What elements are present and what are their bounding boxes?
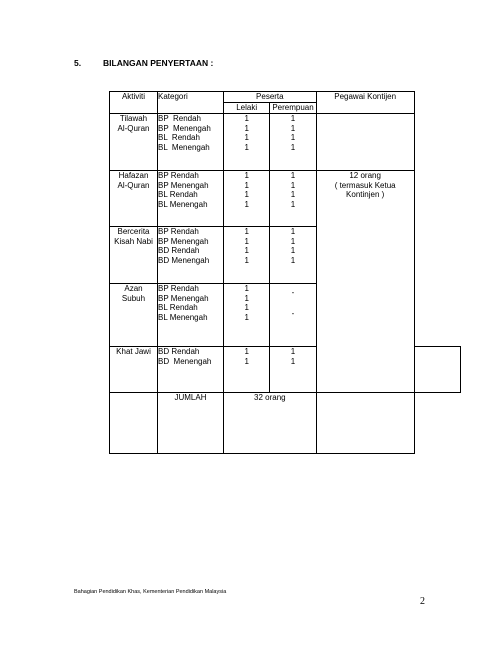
kategori-line: BP Rendah (158, 114, 201, 123)
header-kategori: Kategori (158, 92, 224, 114)
perempuan-count: 1 (290, 236, 296, 246)
aktiviti-line: Al-Quran (117, 181, 150, 190)
pegawai-note-line: 12 orang (349, 171, 381, 180)
section-title: BILANGAN PENYERTAAN : (103, 58, 214, 68)
kategori-cell (158, 284, 224, 347)
aktiviti-cell (110, 171, 158, 227)
participation-table (109, 91, 461, 454)
total-label: JUMLAH (158, 393, 224, 454)
lelaki-count: 1 (244, 190, 249, 199)
lelaki-count: 1 (244, 114, 249, 123)
perempuan-cell (270, 114, 316, 171)
kategori-line: BL Rendah (158, 303, 198, 312)
perempuan-count: 1 (290, 123, 296, 133)
total-row (110, 393, 461, 454)
perempuan-cell (270, 284, 316, 347)
aktiviti-line: Tilawah (119, 114, 148, 123)
footer-text: Bahagian Pendidikan Khas, Kementerian Pendidikan Malaysia (74, 589, 227, 595)
lelaki-count: 1 (244, 199, 249, 209)
lelaki-count: 1 (244, 123, 249, 133)
perempuan-count: 1 (290, 255, 296, 265)
perempuan-count: - (291, 288, 295, 297)
aktiviti-line: Subuh (121, 294, 146, 303)
lelaki-count: 1 (244, 236, 249, 246)
kategori-cell (158, 347, 224, 393)
header-perempuan: Perempuan (270, 103, 316, 114)
aktiviti-cell (110, 114, 158, 171)
perempuan-count: - (291, 309, 295, 318)
table-row (110, 114, 461, 171)
lelaki-cell (224, 114, 270, 171)
kategori-line: BD Menengah (158, 356, 212, 366)
kategori-line: BL Menengah (158, 312, 208, 322)
lelaki-count: 1 (244, 133, 249, 142)
aktiviti-line: Kisah Nabi (114, 237, 153, 246)
kategori-line: BL Menengah (158, 199, 208, 209)
lelaki-count: 1 (244, 142, 249, 152)
lelaki-count: 1 (244, 293, 249, 303)
pegawai-cell-empty (316, 114, 414, 171)
lelaki-count: 1 (244, 347, 249, 356)
lelaki-cell (224, 347, 270, 393)
perempuan-cell (270, 347, 316, 393)
perempuan-cell (270, 227, 316, 284)
perempuan-count: 1 (290, 347, 296, 356)
perempuan-count: 1 (290, 171, 296, 180)
aktiviti-line: Khat Jawi (116, 347, 151, 356)
total-value: 32 orang (224, 393, 317, 454)
perempuan-count: 1 (290, 133, 296, 142)
aktiviti-line: Hafazan (118, 171, 149, 180)
perempuan-count: 1 (290, 199, 296, 209)
kategori-line: BL Menengah (158, 142, 210, 152)
lelaki-count: 1 (244, 312, 249, 322)
aktiviti-line: Bercerita (117, 227, 150, 236)
aktiviti-cell (110, 347, 158, 393)
perempuan-count: 1 (290, 180, 296, 190)
kategori-line: BL Rendah (158, 190, 198, 199)
kategori-line: BP Menengah (158, 180, 209, 190)
kategori-line: BP Rendah (158, 227, 199, 236)
kategori-line: BP Menengah (158, 293, 209, 303)
perempuan-count: 1 (290, 356, 296, 366)
lelaki-count: 1 (244, 171, 249, 180)
section-heading (74, 58, 213, 68)
kategori-line: BD Rendah (158, 246, 200, 255)
header-lelaki: Lelaki (224, 103, 270, 114)
perempuan-cell (270, 171, 316, 227)
aktiviti-cell (110, 284, 158, 347)
kategori-line: BP Menengah (158, 123, 211, 133)
kategori-line: BP Rendah (158, 171, 199, 180)
kategori-cell (158, 114, 224, 171)
lelaki-cell (224, 284, 270, 347)
lelaki-cell (224, 227, 270, 284)
pegawai-cell-empty (414, 347, 460, 393)
header-peserta: Peserta (224, 92, 317, 103)
kategori-line: BD Menengah (158, 255, 210, 265)
header-pegawai: Pegawai Kontijen (316, 92, 414, 114)
page-number: 2 (420, 596, 425, 607)
section-number: 5. (74, 58, 82, 68)
perempuan-count: 1 (290, 227, 296, 236)
kategori-cell (158, 171, 224, 227)
aktiviti-cell (110, 227, 158, 284)
kategori-line: BP Menengah (158, 236, 209, 246)
aktiviti-line: Azan (124, 284, 143, 293)
lelaki-count: 1 (244, 303, 249, 312)
lelaki-count: 1 (244, 227, 249, 236)
pegawai-cell (316, 171, 414, 393)
kategori-line: BD Rendah (158, 347, 200, 356)
kategori-line: BP Rendah (158, 284, 199, 293)
lelaki-count: 1 (244, 246, 249, 255)
total-empty-cell (110, 393, 158, 454)
kategori-cell (158, 227, 224, 284)
table-row (110, 171, 461, 227)
aktiviti-line: Al-Quran (117, 124, 150, 133)
perempuan-count: 1 (290, 142, 296, 152)
header-aktiviti: Aktiviti (110, 92, 158, 114)
perempuan-count: 1 (290, 114, 296, 123)
perempuan-count: 1 (290, 246, 296, 255)
kategori-line: BL Rendah (158, 133, 200, 142)
total-pegawai-empty (316, 393, 414, 454)
lelaki-count: 1 (244, 356, 249, 366)
lelaki-count: 1 (244, 180, 249, 190)
lelaki-count: 1 (244, 284, 249, 293)
pegawai-note-line: ( termasuk Ketua (334, 180, 396, 190)
lelaki-count: 1 (244, 255, 249, 265)
pegawai-note-line: Kontinjen ) (346, 190, 385, 199)
lelaki-cell (224, 171, 270, 227)
perempuan-count: 1 (290, 190, 296, 199)
